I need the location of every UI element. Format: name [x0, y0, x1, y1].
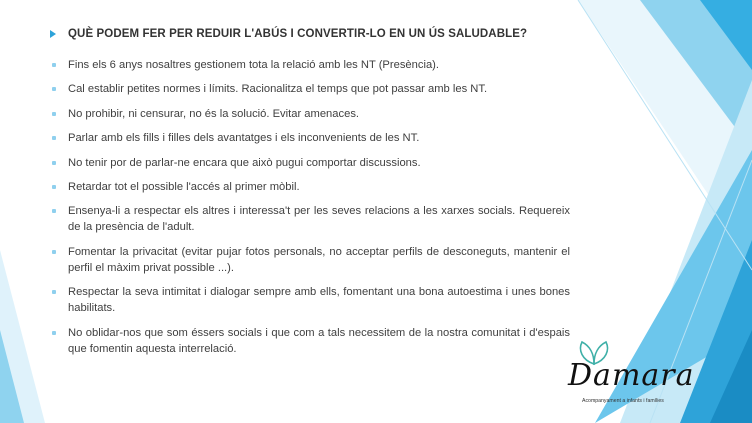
bullet-item — [52, 203, 570, 235]
square-bullet-icon — [52, 250, 56, 254]
square-bullet-icon — [52, 136, 56, 140]
square-bullet-icon — [52, 161, 56, 165]
heading-row — [50, 28, 527, 40]
bullet-item — [52, 155, 570, 171]
bullet-text: No oblidar-nos que som éssers socials i que com a tals necessitem de la nostra comunitat i d'espais que fomentin aquesta interrelació. — [68, 326, 570, 355]
square-bullet-icon — [52, 331, 56, 335]
bullet-item — [52, 325, 570, 357]
bullet-list — [52, 57, 570, 365]
bullet-item — [52, 57, 570, 73]
square-bullet-icon — [52, 63, 56, 67]
square-bullet-icon — [52, 290, 56, 294]
square-bullet-icon — [52, 87, 56, 91]
bullet-text: Respectar la seva intimitat i dialogar sempre amb ells, fomentant una bona autoestima i unes bones habilitats. — [68, 286, 570, 315]
bullet-item — [52, 81, 570, 97]
bullet-text: Fins els 6 anys nosaltres gestionem tota la relació amb les NT (Presència). — [68, 59, 440, 71]
bullet-item — [52, 179, 570, 195]
square-bullet-icon — [52, 209, 56, 213]
bullet-item — [52, 106, 570, 122]
bullet-text: Fomentar la privacitat (evitar pujar fotos personals, no acceptar perfils de desconeguts, mantenir el perfil el màxim privat possible ...). — [68, 245, 570, 274]
square-bullet-icon — [52, 112, 56, 116]
bullet-item — [52, 284, 570, 316]
bullet-text: Ensenya-li a respectar els altres i interessa't per les seves relacions a les xarxes socials. Requereix de la presència de l'adult. — [68, 205, 570, 234]
logo-wordmark: Damara — [568, 358, 695, 393]
bullet-text: Cal establir petites normes i límits. Racionalitza el temps que pot passar amb les NT. — [68, 83, 488, 96]
logo — [560, 340, 720, 410]
bullet-text: Retardar tot el possible l'accés al primer mòbil. — [68, 180, 300, 193]
square-bullet-icon — [52, 185, 56, 189]
bullet-item — [52, 130, 570, 146]
triangle-right-icon — [50, 30, 56, 38]
slide-title: QUÈ PODEM FER PER REDUIR L'ABÚS I CONVERTIR-LO EN UN ÚS SALUDABLE? — [68, 28, 528, 40]
logo-tagline: Acompanyament a infants i famílies — [582, 398, 664, 404]
bullet-item — [52, 244, 570, 276]
bullet-text: No prohibir, ni censurar, no és la solució. Evitar amenaces. — [68, 107, 360, 120]
bullet-text: Parlar amb els fills i filles dels avantatges i els inconvenients de les NT. — [68, 132, 420, 145]
bullet-text: No tenir por de parlar-ne encara que això pugui comportar discussions. — [68, 156, 421, 169]
